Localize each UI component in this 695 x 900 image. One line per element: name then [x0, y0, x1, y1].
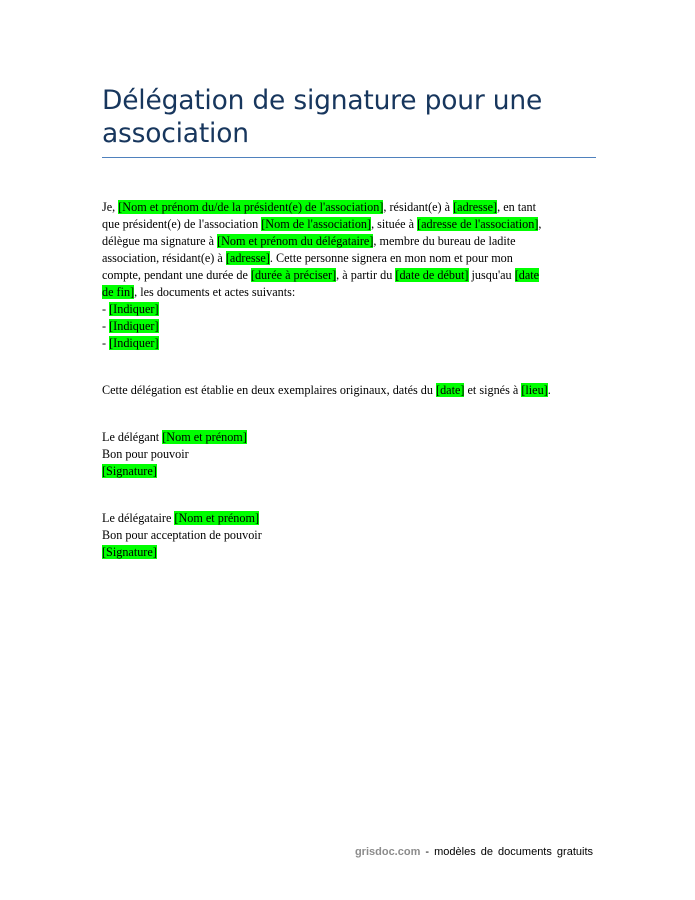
list-bullet: - [102, 336, 110, 350]
text: et signés à [464, 383, 522, 397]
footer-tagline: - modèles de documents gratuits [420, 846, 593, 858]
paragraph-line [102, 233, 596, 250]
delegant-signature-block [102, 429, 596, 480]
text: Cette délégation est établie en deux exemplaires originaux, datés du [102, 383, 437, 397]
document-title [102, 84, 596, 150]
placeholder-document: [Indiquer] [109, 302, 159, 316]
document-title-line-1: Délégation de signature pour une [102, 85, 543, 116]
delegataire-line [102, 510, 596, 527]
delegation-paragraph [102, 199, 596, 352]
paragraph-line [102, 216, 596, 233]
text: , à partir du [336, 268, 396, 282]
text: association, résidant(e) à [102, 251, 226, 265]
paragraph-line [102, 250, 596, 267]
list-item [102, 335, 596, 352]
placeholder-delegant-signature: [Signature] [102, 464, 157, 478]
text: Je, [102, 200, 119, 214]
placeholder-document: [Indiquer] [109, 319, 159, 333]
list-item [102, 318, 596, 335]
placeholder-delegate-address: [adresse] [225, 251, 270, 265]
list-bullet: - [102, 302, 110, 316]
delegataire-signature-block [102, 510, 596, 561]
text: compte, pendant une durée de [102, 268, 251, 282]
text: . Cette personne signera en mon nom et pour mon [269, 251, 513, 265]
page-footer [355, 846, 593, 858]
placeholder-end-date-part1: [date [514, 268, 540, 282]
delegant-signature-line [102, 463, 596, 480]
placeholder-end-date-part2: de fin] [102, 285, 135, 299]
paragraph-line [102, 382, 596, 399]
text: jusqu'au [468, 268, 515, 282]
paragraph-line [102, 199, 596, 216]
delegant-line [102, 429, 596, 446]
text: , [538, 217, 542, 231]
text: , membre du bureau de ladite [373, 234, 516, 248]
placeholder-delegataire-signature: [Signature] [102, 545, 157, 559]
placeholder-duration: [durée à préciser] [250, 268, 337, 282]
text: que président(e) de l'association [102, 217, 262, 231]
text: , les documents et actes suivants: [134, 285, 296, 299]
placeholder-document: [Indiquer] [109, 336, 159, 350]
title-underline [102, 157, 596, 158]
paragraph-line [102, 267, 596, 284]
text: délègue ma signature à [102, 234, 218, 248]
list-item [102, 301, 596, 318]
placeholder-association-address: [adresse de l'association] [417, 217, 539, 231]
paragraph-line [102, 284, 596, 301]
delegataire-label: Le délégataire [102, 511, 175, 525]
placeholder-delegant-name: [Nom et prénom] [162, 430, 247, 444]
placeholder-delegataire-name: [Nom et prénom] [174, 511, 260, 525]
copies-paragraph [102, 382, 596, 399]
footer-site-link[interactable]: grisdoc.com [354, 846, 421, 858]
placeholder-date: [date] [436, 383, 465, 397]
text: , résidant(e) à [383, 200, 454, 214]
delegataire-mention: Bon pour acceptation de pouvoir [102, 528, 262, 542]
placeholder-start-date: [date de début] [395, 268, 469, 282]
delegant-label: Le délégant [102, 430, 163, 444]
delegataire-signature-line [102, 544, 596, 561]
placeholder-president-name: [Nom et prénom du/de la président(e) de l'association] [118, 200, 384, 214]
placeholder-place: [lieu] [521, 383, 548, 397]
placeholder-delegate-name: [Nom et prénom du délégataire] [217, 234, 374, 248]
document-title-line-2: association [102, 118, 249, 149]
delegant-mention: Bon pour pouvoir [102, 447, 189, 461]
text: . [547, 383, 551, 397]
text: , située à [371, 217, 418, 231]
text: , en tant [497, 200, 537, 214]
list-bullet: - [102, 319, 110, 333]
placeholder-association-name: [Nom de l'association] [261, 217, 372, 231]
placeholder-address: [adresse] [453, 200, 498, 214]
